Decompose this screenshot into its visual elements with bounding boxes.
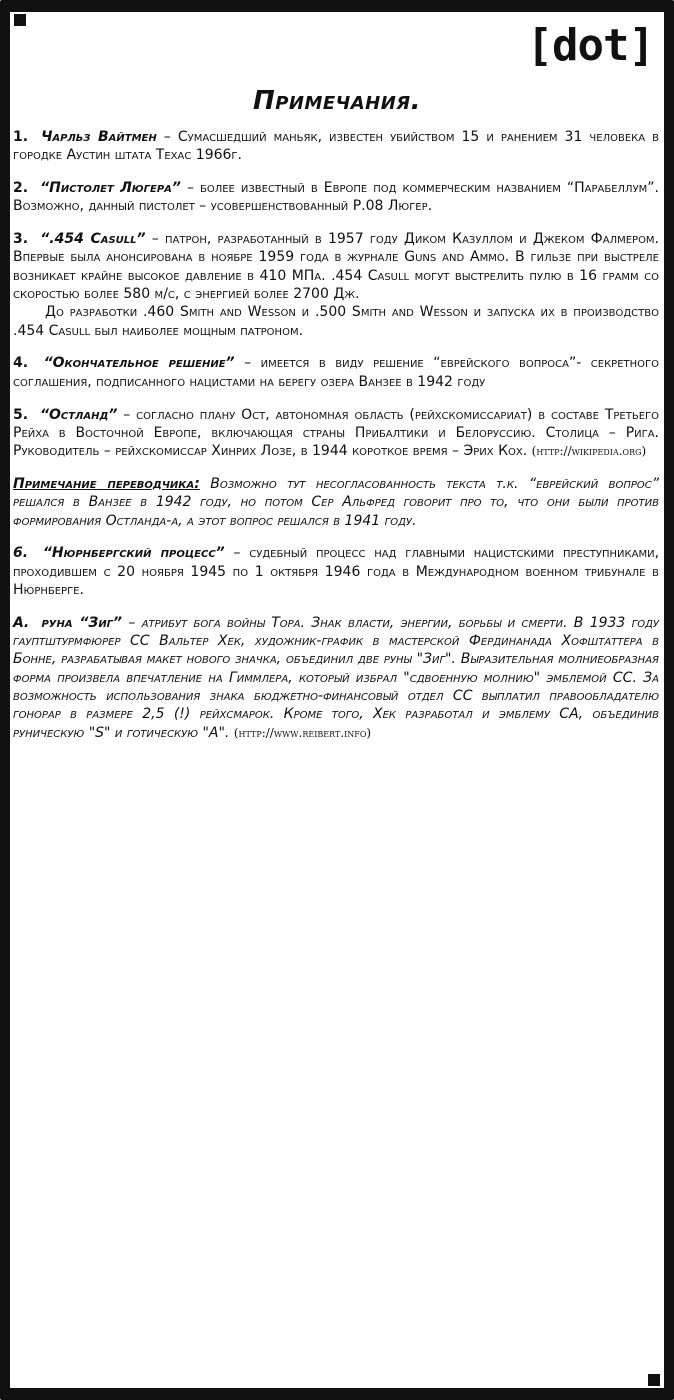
notes-content bbox=[13, 128, 659, 756]
note-text: – судебный процесс над главными нацистскими преступниками, проходившем с 20 ноября 1945 по 1 октября 1946 года в Международном военном трибунале в Нюрнберге. bbox=[13, 545, 660, 598]
corner-mark-bottom-right bbox=[648, 1374, 660, 1386]
note-term: Чарльз Вайтмен bbox=[41, 129, 157, 145]
note-source: (http://www.reibert.info) bbox=[233, 725, 372, 740]
note-term: “.454 Casull” bbox=[40, 231, 146, 248]
note-6 bbox=[13, 544, 659, 599]
translator-note-text: Возможно тут несогласованность текста т.к. “еврейский вопрос” решался в Ванзее в 1942 году, но потом Сер Альфред говорит про то, что они были против формирования Остланда-а, а этот вопрос решался в 1941 году. bbox=[13, 475, 659, 529]
note-number: 5. bbox=[13, 406, 29, 423]
note-3 bbox=[13, 230, 659, 340]
note-5 bbox=[13, 406, 659, 461]
note-term: “Пистолет Люгера” bbox=[40, 180, 181, 197]
note-number: 6. bbox=[13, 545, 29, 562]
note-term: руна “Зиг” bbox=[41, 614, 123, 631]
note-2 bbox=[13, 179, 659, 216]
note-text: – более известный в Европе под коммерческим названием “Парабеллум”. Возможно, данный пистолет – усовершенствованный Р.08 Люгер. bbox=[13, 180, 659, 215]
note-1 bbox=[13, 128, 659, 165]
note-4 bbox=[13, 354, 659, 391]
note-text-continued: До разработки .460 Smith and Wesson и .500 Smith and Wesson и запуска их в производство .454 Casull был наиболее мощным патроном. bbox=[13, 304, 659, 339]
scanlation-logo: [dot] bbox=[526, 20, 654, 71]
note-source: (http://wikipedia.org) bbox=[531, 444, 647, 459]
note-term: “Окончательное решение” bbox=[43, 355, 235, 372]
note-text: – имеется в виду решение “еврейского вопроса”- секретного соглашения, подписанного нацистами на берегу озера Ванзее в 1942 году bbox=[13, 355, 660, 390]
corner-mark-top-left bbox=[14, 14, 26, 26]
note-term: “Остланд” bbox=[39, 406, 118, 423]
note-number: 4. bbox=[13, 355, 29, 372]
note-number: 2. bbox=[13, 180, 29, 197]
note-number: А. bbox=[13, 614, 30, 631]
note-text: – согласно плану Ост, автономная область (рейхскомиссариат) в составе Третьего Рейха в Восточной Европе, включающая страны Прибалтики и Белоруссию. Столица – Рига. Руководитель – рейхскомиссар Хинрих Лозе, в 1944 короткое время – Эрих Кох. bbox=[13, 406, 660, 460]
note-number: 1. bbox=[13, 129, 29, 145]
translator-note bbox=[13, 475, 659, 530]
page-title: Примечания. bbox=[252, 86, 422, 116]
note-a bbox=[13, 614, 659, 742]
note-text: – атрибут бога войны Тора. Знак власти, энергии, борьбы и смерти. В 1933 году гауптштурмфюрер СС Вальтер Хек, художник-график в мастерской Фердинанада Хофштаттера в Бонне, разрабатывая макет нового значка, объединил две руны "Зиг". Выразительная молниеобразная форма произвела впечатление на Гиммлера, который избрал "сдвоенную молнию" эмблемой СС. За возможность использования знака бюджетно-финансовый отдел СС выплатил правообладателю гонорар в размере 2,5 (!) рейхсмарок. Кроме того, Хек разработал и эмблему СА, объединив руническую "S" и готическую "А". bbox=[13, 614, 659, 741]
translator-note-label: Примечание переводчика: bbox=[13, 475, 200, 492]
note-term: “Нюрнбергский процесс” bbox=[42, 545, 225, 562]
note-number: 3. bbox=[13, 231, 29, 248]
note-text: – патрон, разработанный в 1957 году Диком Казуллом и Джеком Фалмером. Впервые была анонсирована в ноябре 1959 года в журнале Guns and Аммо. В гильзе при выстреле возникает крайне высокое давление в 410 МПа. .454 Casull могут выстрелить пулю в 16 грамм со скоростью более 580 м/с, с энергией более 2700 Дж. bbox=[13, 231, 660, 303]
note-text: – Сумасшедший маньяк, известен убийством 15 и ранением 31 человека в городке Аустин штата Техас 1966г. bbox=[13, 129, 659, 164]
